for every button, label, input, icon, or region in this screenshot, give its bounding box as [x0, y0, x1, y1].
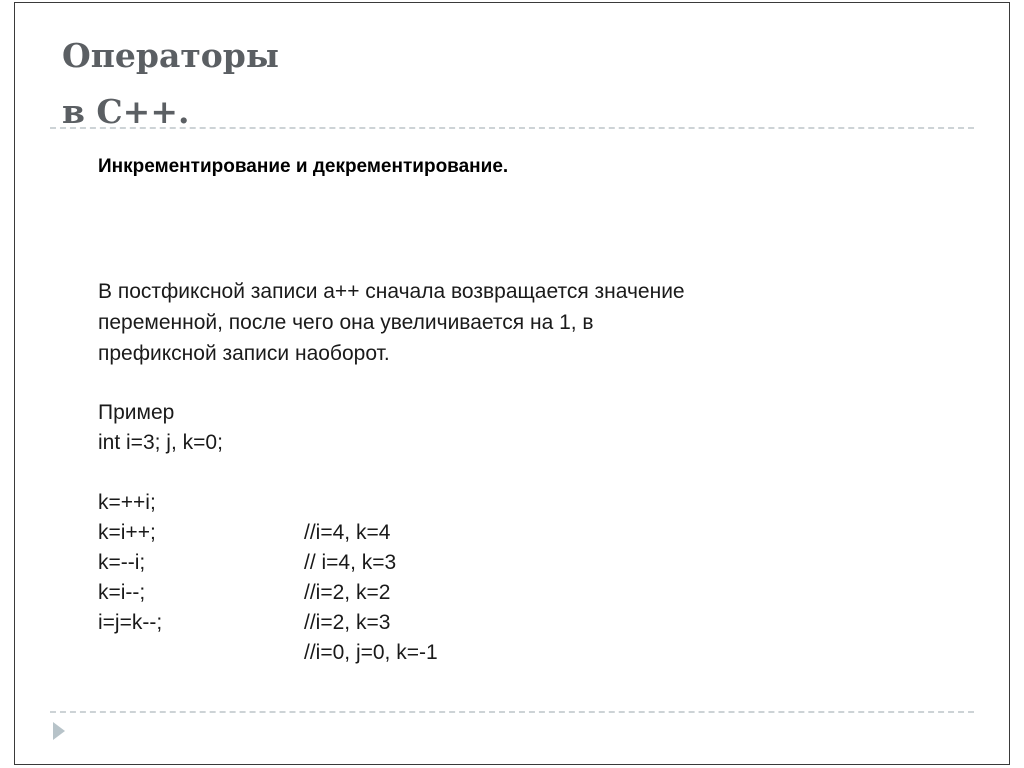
- paragraph-line: переменной, после чего она увеличивается на 1, в: [98, 311, 594, 334]
- code-example: [98, 398, 438, 664]
- paragraph-line: префиксной записи наоборот.: [98, 342, 390, 365]
- triangle-right-icon[interactable]: [53, 722, 65, 740]
- code-comment: //i=2, k=2: [304, 581, 391, 604]
- slide-title: [62, 28, 279, 140]
- code-comment: //i=0, j=0, k=-1: [304, 641, 438, 664]
- code-statement: k=i++;: [98, 521, 156, 544]
- code-row: [98, 458, 391, 544]
- code-statement: k=i--;: [98, 581, 146, 604]
- title-divider: [50, 127, 974, 129]
- title-line-2: в С++.: [62, 92, 190, 131]
- code-comment: //i=4, k=4: [304, 521, 391, 544]
- title-line-1: Операторы: [62, 36, 279, 75]
- section-heading: Инкрементирование и декрементирование.: [98, 156, 509, 177]
- footer-divider: [50, 711, 974, 713]
- paragraph-line: В постфиксной записи a++ сначала возвращается значение: [98, 280, 685, 303]
- code-comment: //i=2, k=3: [304, 611, 391, 634]
- code-declaration: int i=3; j, k=0;: [98, 431, 223, 454]
- code-statement: k=++i;: [98, 491, 156, 514]
- code-statement: k=--i;: [98, 551, 146, 574]
- example-label: Пример: [98, 401, 175, 424]
- description-paragraph: [98, 276, 858, 369]
- code-statement: i=j=k--;: [98, 611, 163, 634]
- code-comment: // i=4, k=3: [304, 551, 397, 574]
